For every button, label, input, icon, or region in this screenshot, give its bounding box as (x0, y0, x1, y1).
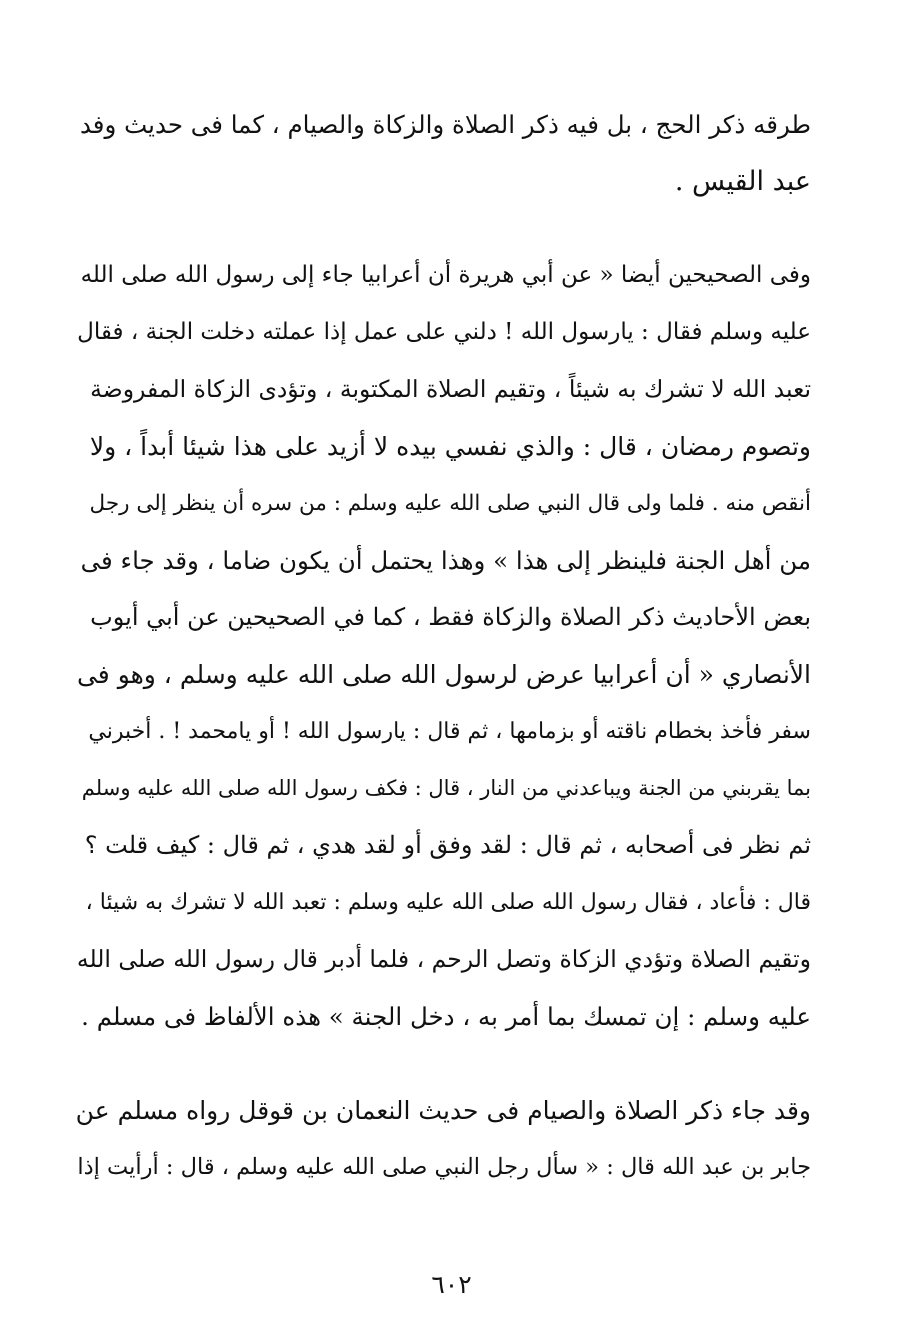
text-line: وتصوم رمضان ، قال : والذي نفسي بيده لا أزيد على هذا شيئا أبداً ، ولا (89, 432, 811, 461)
paragraph-1 (76, 96, 811, 210)
text-line: عليه وسلم فقال : يارسول الله ! دلني على عمل إذا عملته دخلت الجنة ، فقال (77, 319, 811, 345)
page-number: ٦٠٢ (431, 1270, 472, 1299)
text-line: أنقص منه . فلما ولى قال النبي صلى الله عليه وسلم : من سره أن ينظر إلى رجل (89, 491, 811, 516)
text-line: طرقه ذكر الحج ، بل فيه ذكر الصلاة والزكاة والصيام ، كما فى حديث وفد (79, 110, 811, 139)
text-line: جابر بن عبد الله قال : « سأل رجل النبي صلى الله عليه وسلم ، قال : أرأيت إذا (77, 1154, 811, 1180)
text-line: وقد جاء ذكر الصلاة والصيام فى حديث النعمان بن قوقل رواه مسلم عن (75, 1096, 811, 1125)
text-line: عبد القيس . (674, 166, 811, 197)
text-line: قال : فأعاد ، فقال رسول الله صلى الله عليه وسلم : تعبد الله لا تشرك به شيئا ، (85, 890, 811, 915)
paragraph-spacer (76, 1045, 811, 1082)
paragraph-2 (76, 247, 811, 1045)
text-line: الأنصاري « أن أعرابيا عرض لرسول الله صلى الله عليه وسلم ، وهو فى (76, 660, 811, 689)
paragraph-3 (76, 1082, 811, 1196)
text-line: من أهل الجنة فلينظر إلى هذا » وهذا يحتمل أن يكون ضاما ، وقد جاء فى (80, 546, 811, 575)
text-line: بعض الأحاديث ذكر الصلاة والزكاة فقط ، كما في الصحيحين عن أبي أيوب (90, 603, 811, 631)
text-line: ثم نظر فى أصحابه ، ثم قال : لقد وفق أو لقد هدي ، ثم قال : كيف قلت ؟ (84, 831, 811, 859)
text-line: سفر فأخذ بخطام ناقته أو بزمامها ، ثم قال : يارسول الله ! أو يامحمد ! . أخبرني (88, 719, 811, 744)
text-line: وتقيم الصلاة وتؤدي الزكاة وتصل الرحم ، فلما أدبر قال رسول الله صلى الله (76, 945, 811, 973)
text-line: بما يقربني من الجنة ويباعدني من النار ، قال : فكف رسول الله صلى الله عليه وسلم (81, 776, 811, 800)
text-line: تعبد الله لا تشرك به شيئاً ، وتقيم الصلاة المكتوبة ، وتؤدى الزكاة المفروضة (90, 375, 811, 403)
text-line: عليه وسلم : إن تمسك بما أمر به ، دخل الجنة » هذه الألفاظ فى مسلم . (81, 1002, 811, 1031)
text-line: وفى الصحيحين أيضا « عن أبي هريرة أن أعرابيا جاء إلى رسول الله صلى الله (80, 262, 811, 288)
paragraph-spacer (76, 210, 811, 247)
